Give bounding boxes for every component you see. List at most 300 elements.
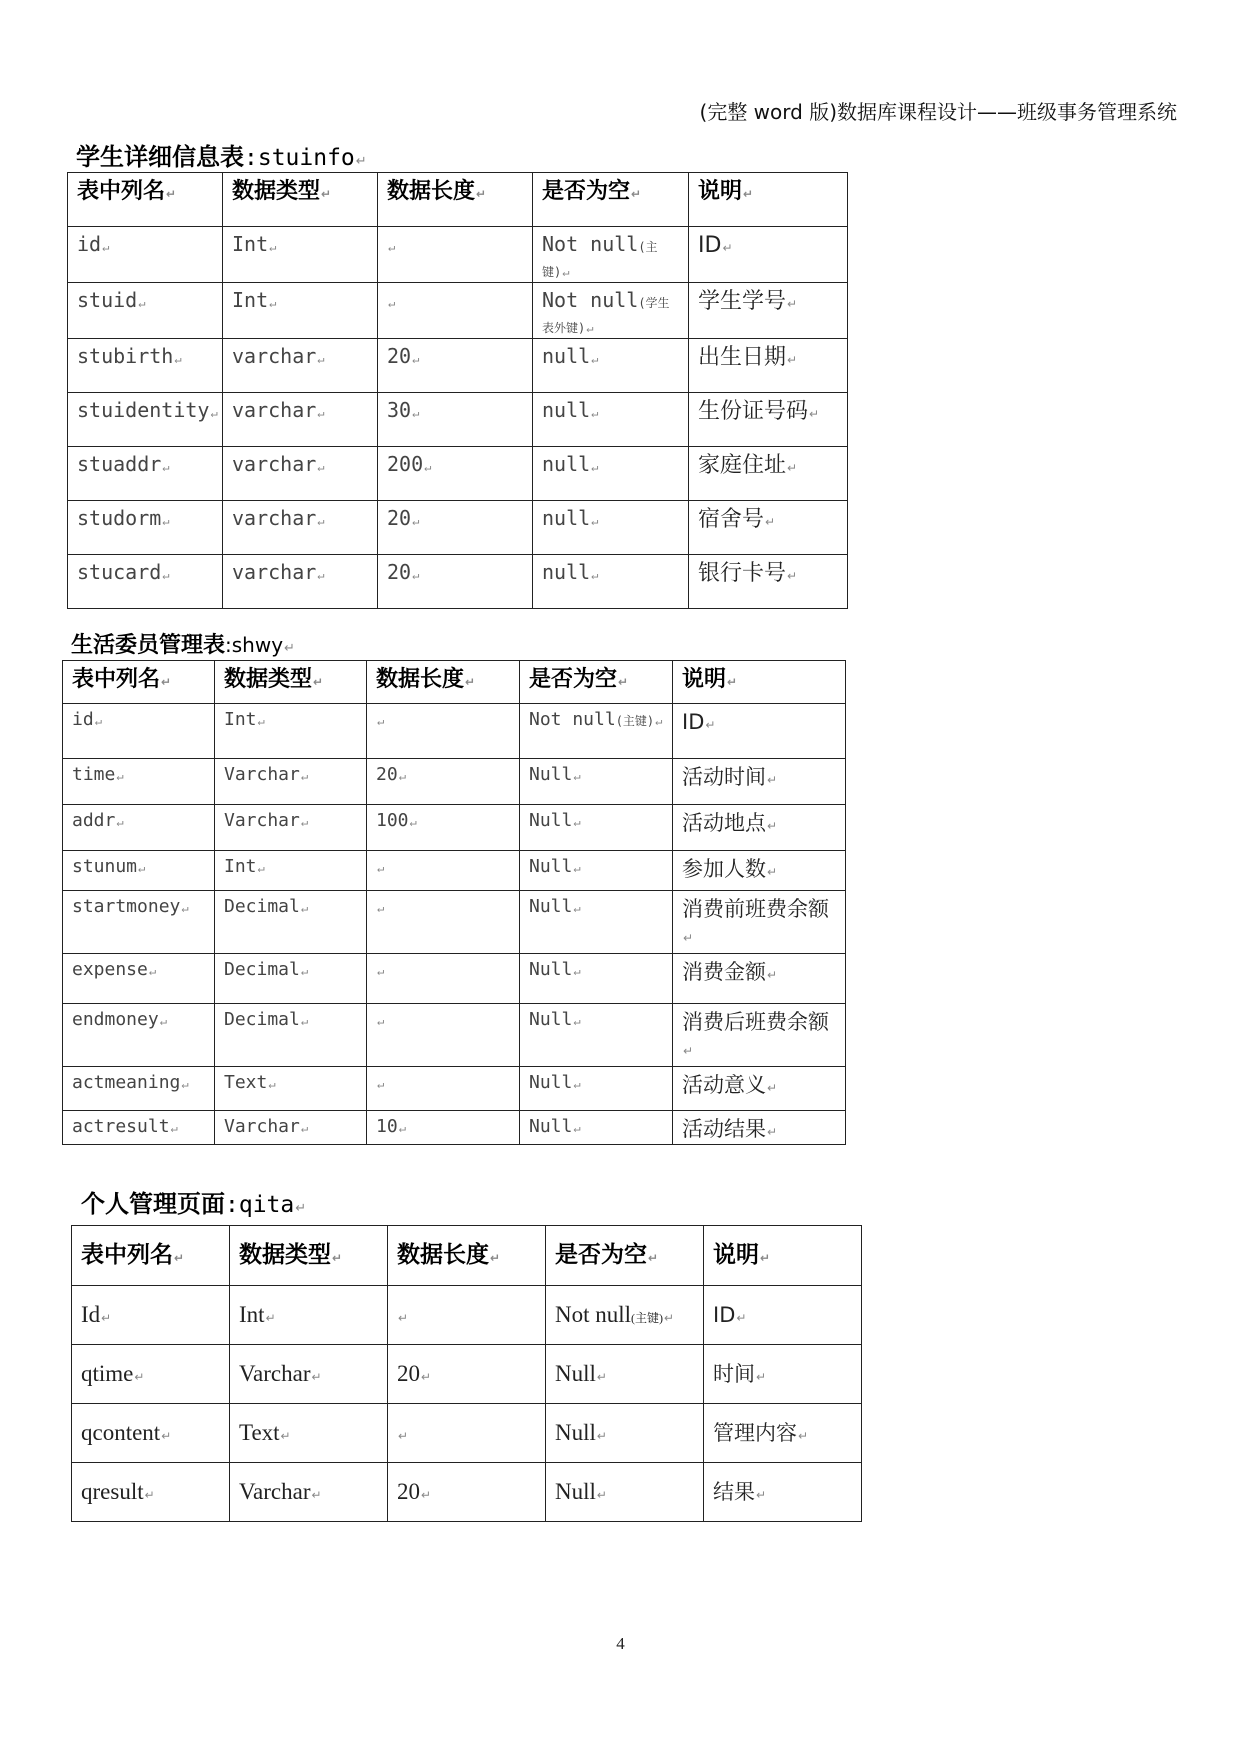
data-length-text: 30 (387, 398, 412, 422)
description-text: 结果 (713, 1479, 755, 1504)
description-cell (689, 447, 848, 501)
paragraph-mark-icon: ↵ (166, 187, 177, 201)
column-header (388, 1226, 546, 1286)
data-type-cell (223, 501, 378, 555)
data-type-cell (215, 1004, 367, 1067)
data-type-text: Text (239, 1419, 280, 1445)
nullable-text: null (542, 452, 591, 476)
nullable-note: (学生表外键) (542, 296, 670, 335)
paragraph-mark-icon: ↵ (648, 1251, 659, 1266)
table-row (68, 283, 848, 339)
data-type-text: Varchar (224, 810, 300, 831)
table-row (63, 759, 846, 805)
nullable-text: null (542, 344, 591, 368)
description-cell (689, 339, 848, 393)
table-header-row (68, 173, 848, 227)
paragraph-mark-icon: ↵ (596, 1369, 607, 1384)
column-name-cell (68, 227, 223, 283)
nullable-text: null (542, 398, 591, 422)
data-length-cell (367, 1067, 520, 1111)
paragraph-mark-icon: ↵ (398, 1428, 409, 1443)
paragraph-mark-icon: ↵ (586, 321, 594, 335)
paragraph-mark-icon: ↵ (317, 352, 325, 366)
paragraph-mark-icon: ↵ (377, 1014, 385, 1028)
column-name-cell (68, 393, 223, 447)
data-length-cell (367, 851, 520, 891)
column-name-cell (63, 1067, 215, 1111)
nullable-text: Null (555, 1478, 596, 1504)
data-type-cell (215, 704, 367, 759)
paragraph-mark-icon: ↵ (409, 815, 417, 829)
column-name-cell (72, 1404, 230, 1463)
nullable-text: Not null (529, 709, 616, 730)
paragraph-mark-icon: ↵ (268, 1077, 276, 1091)
paragraph-mark-icon: ↵ (490, 1251, 501, 1266)
paragraph-mark-icon: ↵ (767, 1081, 778, 1095)
nullable-cell (520, 954, 673, 1004)
nullable-text: Null (529, 1009, 573, 1030)
data-type-text: varchar (232, 344, 317, 368)
data-length-cell (378, 227, 533, 283)
paragraph-mark-icon: ↵ (138, 861, 146, 875)
data-length-cell (367, 891, 520, 954)
column-header (533, 173, 689, 227)
data-type-cell (215, 954, 367, 1004)
paragraph-mark-icon: ↵ (300, 901, 309, 915)
data-length-cell (388, 1463, 546, 1522)
paragraph-mark-icon: ↵ (787, 353, 798, 367)
nullable-cell (520, 704, 673, 759)
column-name-cell (63, 1004, 215, 1067)
paragraph-mark-icon: ↵ (134, 1369, 145, 1384)
table-row (72, 1404, 862, 1463)
data-type-text: Int (232, 232, 269, 256)
data-type-cell (230, 1404, 388, 1463)
description-cell (673, 954, 846, 1004)
description-cell (673, 1004, 846, 1067)
paragraph-mark-icon: ↵ (295, 1201, 307, 1216)
table-stuinfo (67, 172, 848, 609)
description-cell (673, 1067, 846, 1111)
column-header-label: 说明 (713, 1242, 759, 1269)
description-cell (689, 227, 848, 283)
data-length-text: 10 (376, 1116, 398, 1137)
nullable-cell (520, 851, 673, 891)
column-header (68, 173, 223, 227)
table-row (72, 1345, 862, 1404)
paragraph-mark-icon: ↵ (787, 461, 798, 475)
paragraph-mark-icon: ↵ (683, 1044, 694, 1059)
description-cell (689, 393, 848, 447)
paragraph-mark-icon: ↵ (412, 406, 420, 420)
paragraph-mark-icon: ↵ (476, 187, 487, 201)
paragraph-mark-icon: ↵ (159, 1014, 167, 1028)
paragraph-mark-icon: ↵ (591, 568, 599, 582)
data-length-cell (388, 1286, 546, 1345)
paragraph-mark-icon: ↵ (798, 1428, 809, 1443)
table-row (63, 704, 846, 759)
paragraph-mark-icon: ↵ (591, 460, 599, 474)
data-type-cell (223, 339, 378, 393)
paragraph-mark-icon: ↵ (388, 296, 396, 310)
description-text: 消费后班费余额 (682, 1010, 829, 1034)
nullable-cell (520, 1004, 673, 1067)
column-header-label: 数据长度 (376, 667, 465, 692)
paragraph-mark-icon: ↵ (562, 265, 570, 279)
data-length-text: 200 (387, 452, 424, 476)
data-type-text: Decimal (224, 1009, 300, 1030)
paragraph-mark-icon: ↵ (377, 1077, 385, 1091)
column-name-text: studorm (77, 506, 162, 530)
data-length-cell (367, 1004, 520, 1067)
paragraph-mark-icon: ↵ (265, 1310, 276, 1325)
table-row (68, 339, 848, 393)
paragraph-mark-icon: ↵ (756, 1487, 767, 1502)
nullable-cell (546, 1404, 704, 1463)
nullable-cell (520, 805, 673, 851)
data-length-cell (367, 954, 520, 1004)
paragraph-mark-icon: ↵ (162, 460, 170, 474)
paragraph-mark-icon: ↵ (655, 714, 663, 728)
data-length-cell (378, 501, 533, 555)
section-title-code: :stuinfo (244, 145, 355, 171)
data-length-cell (378, 447, 533, 501)
column-header-label: 数据长度 (397, 1242, 489, 1269)
data-length-cell (388, 1345, 546, 1404)
data-type-text: Int (239, 1301, 265, 1327)
paragraph-mark-icon: ↵ (377, 714, 385, 728)
column-name-cell (63, 805, 215, 851)
paragraph-mark-icon: ↵ (94, 714, 102, 728)
data-type-cell (223, 555, 378, 609)
paragraph-mark-icon: ↵ (148, 964, 157, 978)
column-name-text: startmoney (72, 896, 181, 917)
paragraph-mark-icon: ↵ (631, 187, 642, 201)
paragraph-mark-icon: ↵ (257, 714, 265, 728)
table-header-row (72, 1226, 862, 1286)
paragraph-mark-icon: ↵ (683, 931, 694, 946)
data-type-cell (215, 1111, 367, 1145)
table-row (68, 501, 848, 555)
column-name-cell (63, 954, 215, 1004)
column-name-text: qtime (81, 1360, 134, 1386)
nullable-note: (主键) (615, 714, 655, 728)
column-name-text: endmoney (72, 1009, 159, 1030)
data-type-cell (215, 805, 367, 851)
data-type-cell (223, 393, 378, 447)
paragraph-mark-icon: ↵ (573, 1014, 581, 1028)
data-length-text: 20 (397, 1478, 420, 1504)
paragraph-mark-icon: ↵ (174, 352, 182, 366)
description-cell (673, 851, 846, 891)
data-length-text: 100 (376, 810, 409, 831)
table-shwy (62, 660, 846, 1145)
paragraph-mark-icon: ↵ (727, 675, 738, 689)
paragraph-mark-icon: ↵ (311, 1487, 322, 1502)
running-header: (完整 word 版)数据库课程设计——班级事务管理系统 (699, 100, 1177, 124)
description-cell (673, 891, 846, 954)
paragraph-mark-icon: ↵ (257, 861, 265, 875)
data-type-text: Varchar (239, 1360, 311, 1386)
table-row (63, 1111, 846, 1145)
data-type-text: Text (224, 1072, 268, 1093)
paragraph-mark-icon: ↵ (300, 964, 309, 978)
page-number: 4 (616, 1634, 625, 1653)
paragraph-mark-icon: ↵ (210, 406, 218, 420)
description-cell (689, 501, 848, 555)
data-length-text: 20 (387, 560, 412, 584)
paragraph-mark-icon: ↵ (269, 296, 277, 310)
nullable-cell (520, 1111, 673, 1145)
paragraph-mark-icon: ↵ (465, 675, 476, 689)
column-name-text: qcontent (81, 1419, 161, 1445)
paragraph-mark-icon: ↵ (767, 773, 778, 787)
nullable-text: Null (529, 896, 573, 917)
description-text: 出生日期 (698, 345, 787, 370)
description-text: 银行卡号 (698, 561, 787, 586)
paragraph-mark-icon: ↵ (162, 568, 170, 582)
paragraph-mark-icon: ↵ (269, 240, 277, 254)
data-length-cell (367, 805, 520, 851)
paragraph-mark-icon: ↵ (313, 675, 324, 689)
paragraph-mark-icon: ↵ (181, 901, 189, 915)
description-cell (673, 805, 846, 851)
paragraph-mark-icon: ↵ (138, 296, 146, 310)
data-type-text: varchar (232, 452, 317, 476)
column-name-cell (68, 501, 223, 555)
paragraph-mark-icon: ↵ (174, 1251, 185, 1266)
column-name-cell (63, 1111, 215, 1145)
paragraph-mark-icon: ↵ (162, 514, 170, 528)
data-type-text: Decimal (224, 896, 300, 917)
paragraph-mark-icon: ↵ (756, 1369, 767, 1384)
nullable-note: (主键) (631, 1310, 664, 1325)
paragraph-mark-icon: ↵ (573, 1121, 581, 1135)
table-qita (71, 1225, 862, 1522)
paragraph-mark-icon: ↵ (787, 297, 798, 311)
data-length-text: 20 (397, 1360, 420, 1386)
column-header (63, 661, 215, 704)
data-type-cell (223, 283, 378, 339)
section-title-shwy (71, 628, 295, 659)
description-text: 家庭住址 (698, 453, 787, 478)
paragraph-mark-icon: ↵ (388, 240, 396, 254)
paragraph-mark-icon: ↵ (321, 187, 332, 201)
paragraph-mark-icon: ↵ (573, 769, 581, 783)
nullable-text: Null (529, 959, 573, 980)
data-type-cell (230, 1463, 388, 1522)
paragraph-mark-icon: ↵ (284, 641, 295, 656)
nullable-text: Not null (542, 232, 639, 256)
table-row (63, 1067, 846, 1111)
description-text: 生份证号码 (698, 399, 809, 424)
column-header-label: 数据类型 (239, 1242, 331, 1269)
description-text: ID (698, 233, 722, 258)
paragraph-mark-icon: ↵ (317, 460, 325, 474)
column-header-label: 说明 (698, 179, 743, 204)
paragraph-mark-icon: ↵ (377, 964, 385, 978)
nullable-cell (533, 501, 689, 555)
column-name-cell (63, 759, 215, 805)
data-type-cell (215, 759, 367, 805)
data-type-text: Varchar (224, 1116, 300, 1137)
section-title-stuinfo (76, 137, 367, 172)
column-name-cell (68, 283, 223, 339)
column-header (367, 661, 520, 704)
nullable-cell (533, 393, 689, 447)
column-name-text: stunum (72, 856, 138, 877)
nullable-cell (520, 1067, 673, 1111)
paragraph-mark-icon: ↵ (317, 568, 325, 582)
paragraph-mark-icon: ↵ (317, 514, 325, 528)
data-type-cell (230, 1345, 388, 1404)
column-name-text: time (72, 764, 116, 785)
column-header-label: 数据类型 (224, 667, 313, 692)
paragraph-mark-icon: ↵ (743, 187, 754, 201)
nullable-text: Null (529, 1072, 573, 1093)
column-header-label: 说明 (682, 667, 727, 692)
data-type-cell (223, 227, 378, 283)
column-header-label: 表中列名 (81, 1242, 173, 1269)
nullable-text: Null (555, 1419, 596, 1445)
paragraph-mark-icon: ↵ (573, 901, 581, 915)
column-name-text: qresult (81, 1478, 144, 1504)
description-text: 活动时间 (682, 765, 766, 789)
paragraph-mark-icon: ↵ (596, 1487, 607, 1502)
table-row (63, 851, 846, 891)
description-text: 活动地点 (682, 811, 766, 835)
description-text: ID (682, 710, 705, 734)
column-name-cell (68, 339, 223, 393)
nullable-text: Null (529, 810, 573, 831)
column-name-text: stucard (77, 560, 162, 584)
table-row (72, 1286, 862, 1345)
paragraph-mark-icon: ↵ (300, 815, 309, 829)
nullable-cell (533, 227, 689, 283)
column-header (378, 173, 533, 227)
data-type-cell (215, 891, 367, 954)
paragraph-mark-icon: ↵ (596, 1428, 607, 1443)
column-name-text: actresult (72, 1116, 170, 1137)
data-length-cell (367, 1111, 520, 1145)
table-row (68, 393, 848, 447)
nullable-text: Null (555, 1360, 596, 1386)
data-type-cell (223, 447, 378, 501)
column-name-text: addr (72, 810, 116, 831)
paragraph-mark-icon: ↵ (722, 241, 733, 255)
data-length-text: 20 (387, 344, 412, 368)
data-type-text: Int (224, 856, 257, 877)
column-name-text: stuid (77, 288, 138, 312)
nullable-cell (533, 283, 689, 339)
column-header-label: 表中列名 (77, 179, 166, 204)
paragraph-mark-icon: ↵ (280, 1428, 291, 1443)
paragraph-mark-icon: ↵ (573, 815, 581, 829)
column-header (673, 661, 846, 704)
nullable-cell (533, 339, 689, 393)
table-row (68, 447, 848, 501)
nullable-text: Null (529, 1116, 573, 1137)
column-name-cell (63, 851, 215, 891)
column-header (215, 661, 367, 704)
column-name-text: id (72, 709, 94, 730)
description-text: ID (713, 1302, 736, 1327)
paragraph-mark-icon: ↵ (116, 815, 124, 829)
paragraph-mark-icon: ↵ (300, 1014, 309, 1028)
data-length-cell (378, 393, 533, 447)
column-header-label: 数据类型 (232, 179, 321, 204)
paragraph-mark-icon: ↵ (377, 861, 385, 875)
data-type-text: varchar (232, 506, 317, 530)
column-header-label: 是否为空 (555, 1242, 647, 1269)
description-text: 管理内容 (713, 1420, 797, 1445)
paragraph-mark-icon: ↵ (412, 568, 420, 582)
paragraph-mark-icon: ↵ (101, 1310, 112, 1325)
paragraph-mark-icon: ↵ (161, 675, 172, 689)
nullable-text: Not null (555, 1301, 632, 1327)
data-type-text: Int (232, 288, 269, 312)
description-cell (704, 1404, 862, 1463)
section-title-cn: 个人管理页面 (81, 1190, 225, 1218)
paragraph-mark-icon: ↵ (573, 1077, 581, 1091)
paragraph-mark-icon: ↵ (573, 964, 581, 978)
data-length-cell (367, 704, 520, 759)
section-title-qita (81, 1184, 306, 1219)
description-text: 消费金额 (682, 960, 766, 984)
paragraph-mark-icon: ↵ (398, 1121, 406, 1135)
section-title-cn: 学生详细信息表 (76, 143, 244, 171)
paragraph-mark-icon: ↵ (424, 460, 432, 474)
description-text: 时间 (713, 1361, 755, 1386)
column-name-cell (63, 704, 215, 759)
nullable-cell (520, 759, 673, 805)
paragraph-mark-icon: ↵ (765, 515, 776, 529)
description-text: 宿舍号 (698, 507, 765, 532)
paragraph-mark-icon: ↵ (421, 1369, 432, 1384)
paragraph-mark-icon: ↵ (170, 1121, 178, 1135)
description-cell (704, 1463, 862, 1522)
column-name-cell (72, 1463, 230, 1522)
column-name-text: expense (72, 959, 148, 980)
paragraph-mark-icon: ↵ (300, 1121, 309, 1135)
paragraph-mark-icon: ↵ (591, 406, 599, 420)
column-header-label: 是否为空 (542, 179, 631, 204)
paragraph-mark-icon: ↵ (412, 352, 420, 366)
paragraph-mark-icon: ↵ (311, 1369, 322, 1384)
nullable-cell (520, 891, 673, 954)
data-length-cell (378, 339, 533, 393)
nullable-note: (主键) (542, 240, 658, 279)
paragraph-mark-icon: ↵ (161, 1428, 172, 1443)
column-name-cell (72, 1345, 230, 1404)
column-header (520, 661, 673, 704)
paragraph-mark-icon: ↵ (421, 1487, 432, 1502)
data-type-text: Varchar (239, 1478, 311, 1504)
paragraph-mark-icon: ↵ (317, 406, 325, 420)
section-title-cn: 生活委员管理表 (71, 633, 226, 658)
data-type-text: Varchar (224, 764, 300, 785)
paragraph-mark-icon: ↵ (787, 569, 798, 583)
data-length-text: 20 (376, 764, 398, 785)
description-cell (689, 555, 848, 609)
column-name-text: stubirth (77, 344, 174, 368)
description-text: 消费前班费余额 (682, 897, 829, 921)
paragraph-mark-icon: ↵ (332, 1251, 343, 1266)
paragraph-mark-icon: ↵ (767, 865, 778, 879)
data-length-text: 20 (387, 506, 412, 530)
data-type-cell (215, 851, 367, 891)
paragraph-mark-icon: ↵ (355, 154, 367, 169)
